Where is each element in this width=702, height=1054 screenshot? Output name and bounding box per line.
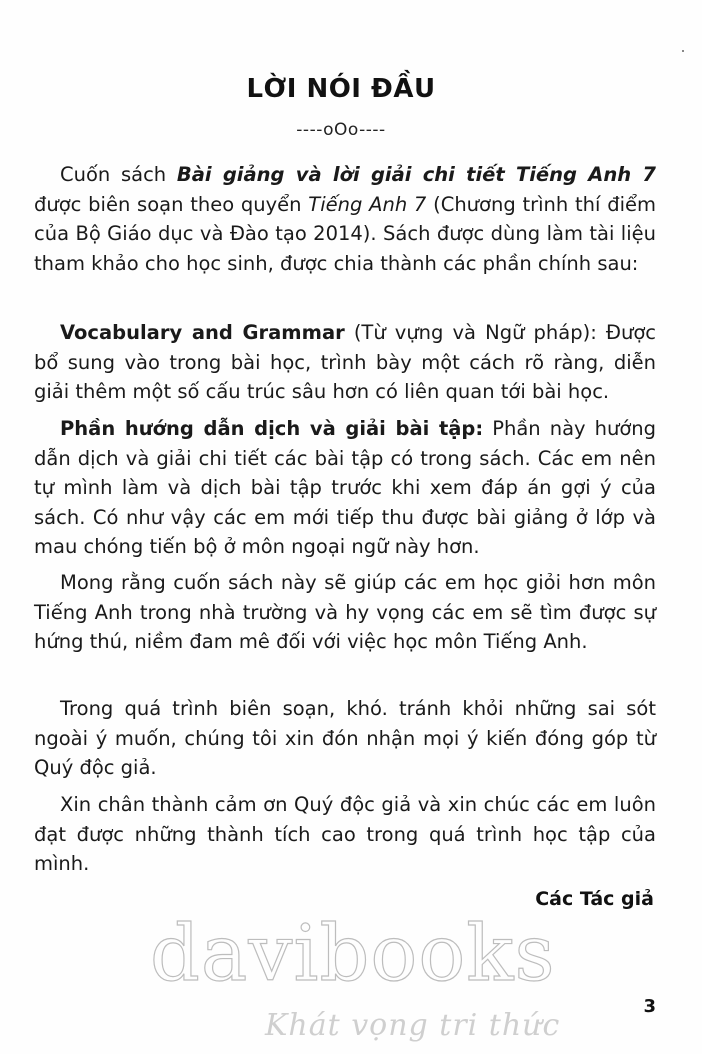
edge-speck [682,50,684,52]
paragraph-hope: Mong rằng cuốn sách này sẽ giúp các em học giỏi hơn môn Tiếng Anh trong nhà trường và hy vọng các em sẽ tìm được sự hứng thú, niềm đam mê đối với việc học môn Tiếng Anh. [34,571,656,653]
translation-heading: Phần hướng dẫn dịch và giải bài tập: [60,417,484,440]
intro-tail: (Chương trình thí điểm của Bộ Giáo dục và Đào tạo 2014). Sách được dùng làm tài liệu tham khảo cho học sinh, được chia thành các phần chính sau: [34,192,656,275]
page-title: LỜI NÓI ĐẦU [246,74,436,104]
intro-mid: được biên soạn theo quyển [34,192,309,216]
vocabulary-text: (Từ vựng và Ngữ pháp): Được bổ sung vào trong bài học, trình bày một cách rõ ràng, diễn giải thêm một số cấu trúc sâu hơn có liên quan tới bài học. [34,321,656,403]
body-section-1 [34,160,656,278]
title-divider: ----oOo---- [296,120,386,140]
textbook-name: Tiếng Anh 7 [308,192,427,216]
body-section-6 [34,790,656,879]
paragraph-feedback: Trong quá trình biên soạn, khó. tránh khỏi những sai sót ngoài ý muốn, chúng tôi xin đón nhận mọi ý kiến đóng góp từ Quý độc giả. [34,697,656,779]
signature: Các Tác giả [535,888,654,910]
intro-lead: Cuốn sách [60,163,177,186]
paragraph-thanks: Xin chân thành cảm ơn Quý độc giả và xin chúc các em luôn đạt được những thành tích cao trong quá trình học tập của mình. [34,793,656,875]
book-title: Bài giảng và lời giải chi tiết Tiếng Anh 7 [176,163,656,186]
translation-text: Phần này hướng dẫn dịch và giải chi tiết các bài tập có trong sách. Các em nên tự mình làm và dịch bài tập trước khi xem đáp án gợi ý của sách. Có như vậy các em mới tiếp thu được bài giảng ở lớp và mau chóng tiến bộ ở môn ngoại ngữ này hơn. [34,417,656,558]
body-section-3 [34,414,656,562]
watermark-tagline: Khát vọng tri thức [265,1008,561,1043]
body-section-4 [34,568,656,657]
vocabulary-heading: Vocabulary and Grammar [60,321,345,344]
body-section-2 [34,318,656,407]
watermark-logo: davibooks [150,909,556,999]
paragraph-translation [34,414,656,562]
paragraph-intro [34,160,656,278]
body-section-5 [34,694,656,783]
paragraph-vocabulary [34,318,656,407]
page-number: 3 [643,996,656,1017]
